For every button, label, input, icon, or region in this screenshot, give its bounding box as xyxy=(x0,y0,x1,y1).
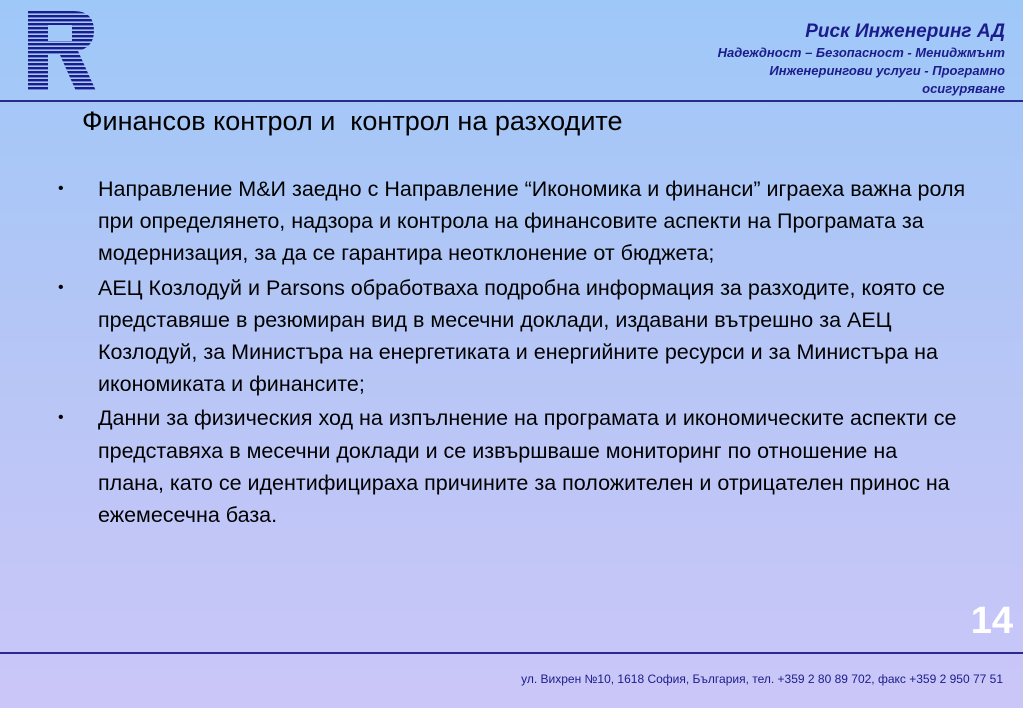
bullet-item xyxy=(58,173,968,270)
bullet-list xyxy=(58,173,968,533)
company-name: Риск Инженеринг АД xyxy=(805,21,1005,42)
bullet-marker: • xyxy=(58,180,64,197)
company-tagline: Надеждност – Безопасност - Мениджмънт Инженерингови услуги - Програмно осигуряване xyxy=(717,45,1005,96)
footer-divider xyxy=(0,652,1023,654)
bullet-text: Данни за физическия ход на изпълнение на програмата и икономическите аспекти се представяха в месечни доклади и се извършваше мониторинг по отношение на плана, като се идентифицираха причините за положителен и отрицателен принос на ежемесечна база. xyxy=(98,406,957,528)
bullet-marker: • xyxy=(58,278,64,296)
slide-title: Финансов контрол и контрол на разходите xyxy=(82,106,623,136)
bullet-item xyxy=(58,272,968,401)
striped-r-logo-icon xyxy=(26,11,96,91)
footer-address: ул. Вихрен №10, 1618 София, България, тел. +359 2 80 89 702, факс +359 2 950 77 51 xyxy=(521,672,1003,686)
company-header xyxy=(705,20,1005,98)
bullet-item xyxy=(58,402,968,531)
bullet-marker: • xyxy=(58,409,64,427)
page-number: 14 xyxy=(970,600,1013,642)
bullet-text: АЕЦ Козлодуй и Parsons обработваха подробна информация за разходите, която се представяше в резюмиран вид в месечни доклади, издавани вътрешно за АЕЦ Козлодуй, за Министъра на енергетиката и енергийните ресурси и за Министъра на икономиката и финансите; xyxy=(98,275,945,397)
header-divider xyxy=(0,100,1023,102)
bullet-text: Направление М&И заедно с Направление “Икономика и финанси” играеха важна роля при определянето, надзора и контрола на финансовите аспекти на Програмата за модернизация, за да се гарантира неотклонение от бюджета; xyxy=(98,177,966,266)
